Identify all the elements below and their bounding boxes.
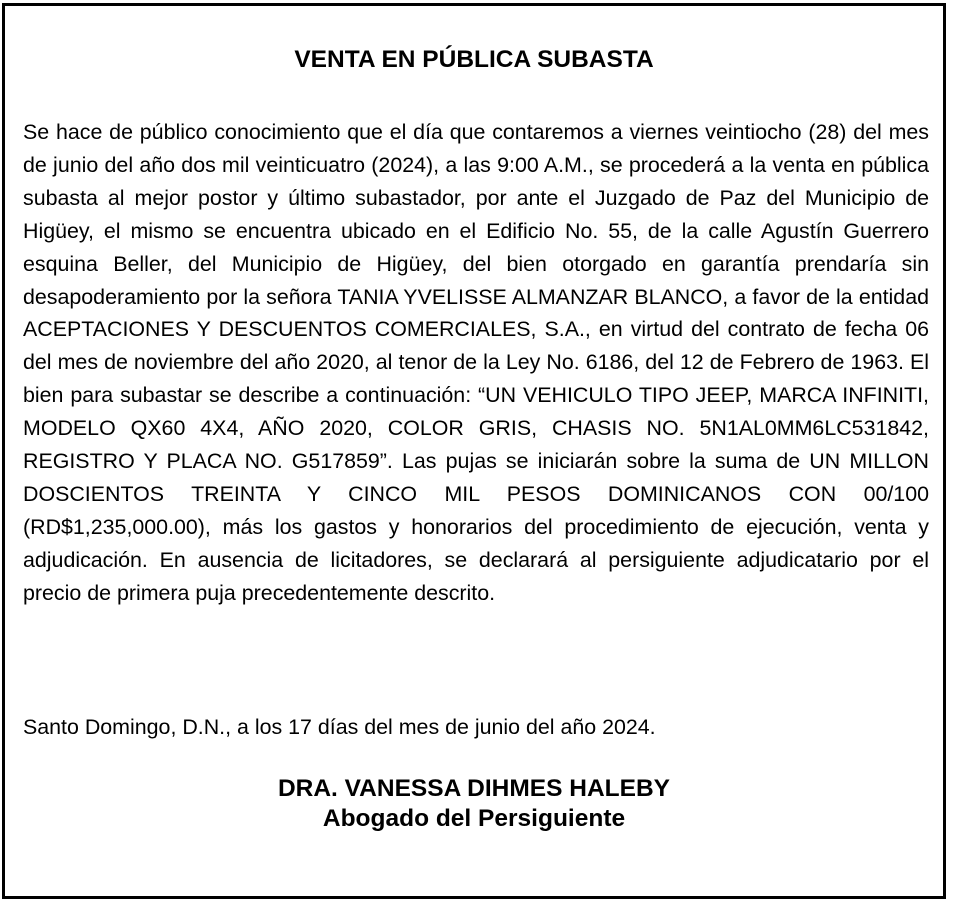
signature-role: Abogado del Persiguiente [322,805,626,832]
signature-name: DRA. VANESSA DIHMES HALEBY [277,775,671,802]
notice-title: VENTA EN PÚBLICA SUBASTA [294,46,654,73]
signature-block [5,774,943,834]
notice-date-line: Santo Domingo, D.N., a los 17 días del mes de junio del año 2024. [23,715,656,739]
notice-body: Se hace de público conocimiento que el día que contaremos a viernes veintiocho (28) del mes de junio del año dos mil veinticuatro (2024), a las 9:00 A.M., se procederá a la venta en pública subasta al mejor postor y último subastador, por ante el Juzgado de Paz del Municipio de Higüey, el mismo se encuentra ubicado en el Edificio No. 55, de la calle Agustín Guerrero esquina Beller, del Municipio de Higüey, del bien otorgado en garantía prendaría sin desapoderamiento por la señora TANIA YVELISSE ALMANZAR BLANCO, a favor de la entidad ACEPTACIONES Y DESCUENTOS COMERCIALES, S.A., en virtud del contrato de fecha 06 del mes de noviembre del año 2020, al tenor de la Ley No. 6186, del 12 de Febrero de 1963. El bien para subastar se describe a continuación: “UN VEHICULO TIPO JEEP, MARCA INFINITI, MODELO QX60 4X4, AÑO 2020, COLOR GRIS, CHASIS NO. 5N1AL0MM6LC531842, REGISTRO Y PLACA NO. G517859”. Las pujas se iniciarán sobre la suma de UN MILLON DOSCIENTOS TREINTA Y CINCO MIL PESOS DOMINICANOS CON 00/100 (RD$1,235,000.00), más los gastos y honorarios del procedimiento de ejecución, venta y adjudicación. En ausencia de licitadores, se declarará al persiguiente adjudicatario por el precio de primera puja precedentemente descrito. [23,120,929,605]
notice-frame [2,3,946,899]
